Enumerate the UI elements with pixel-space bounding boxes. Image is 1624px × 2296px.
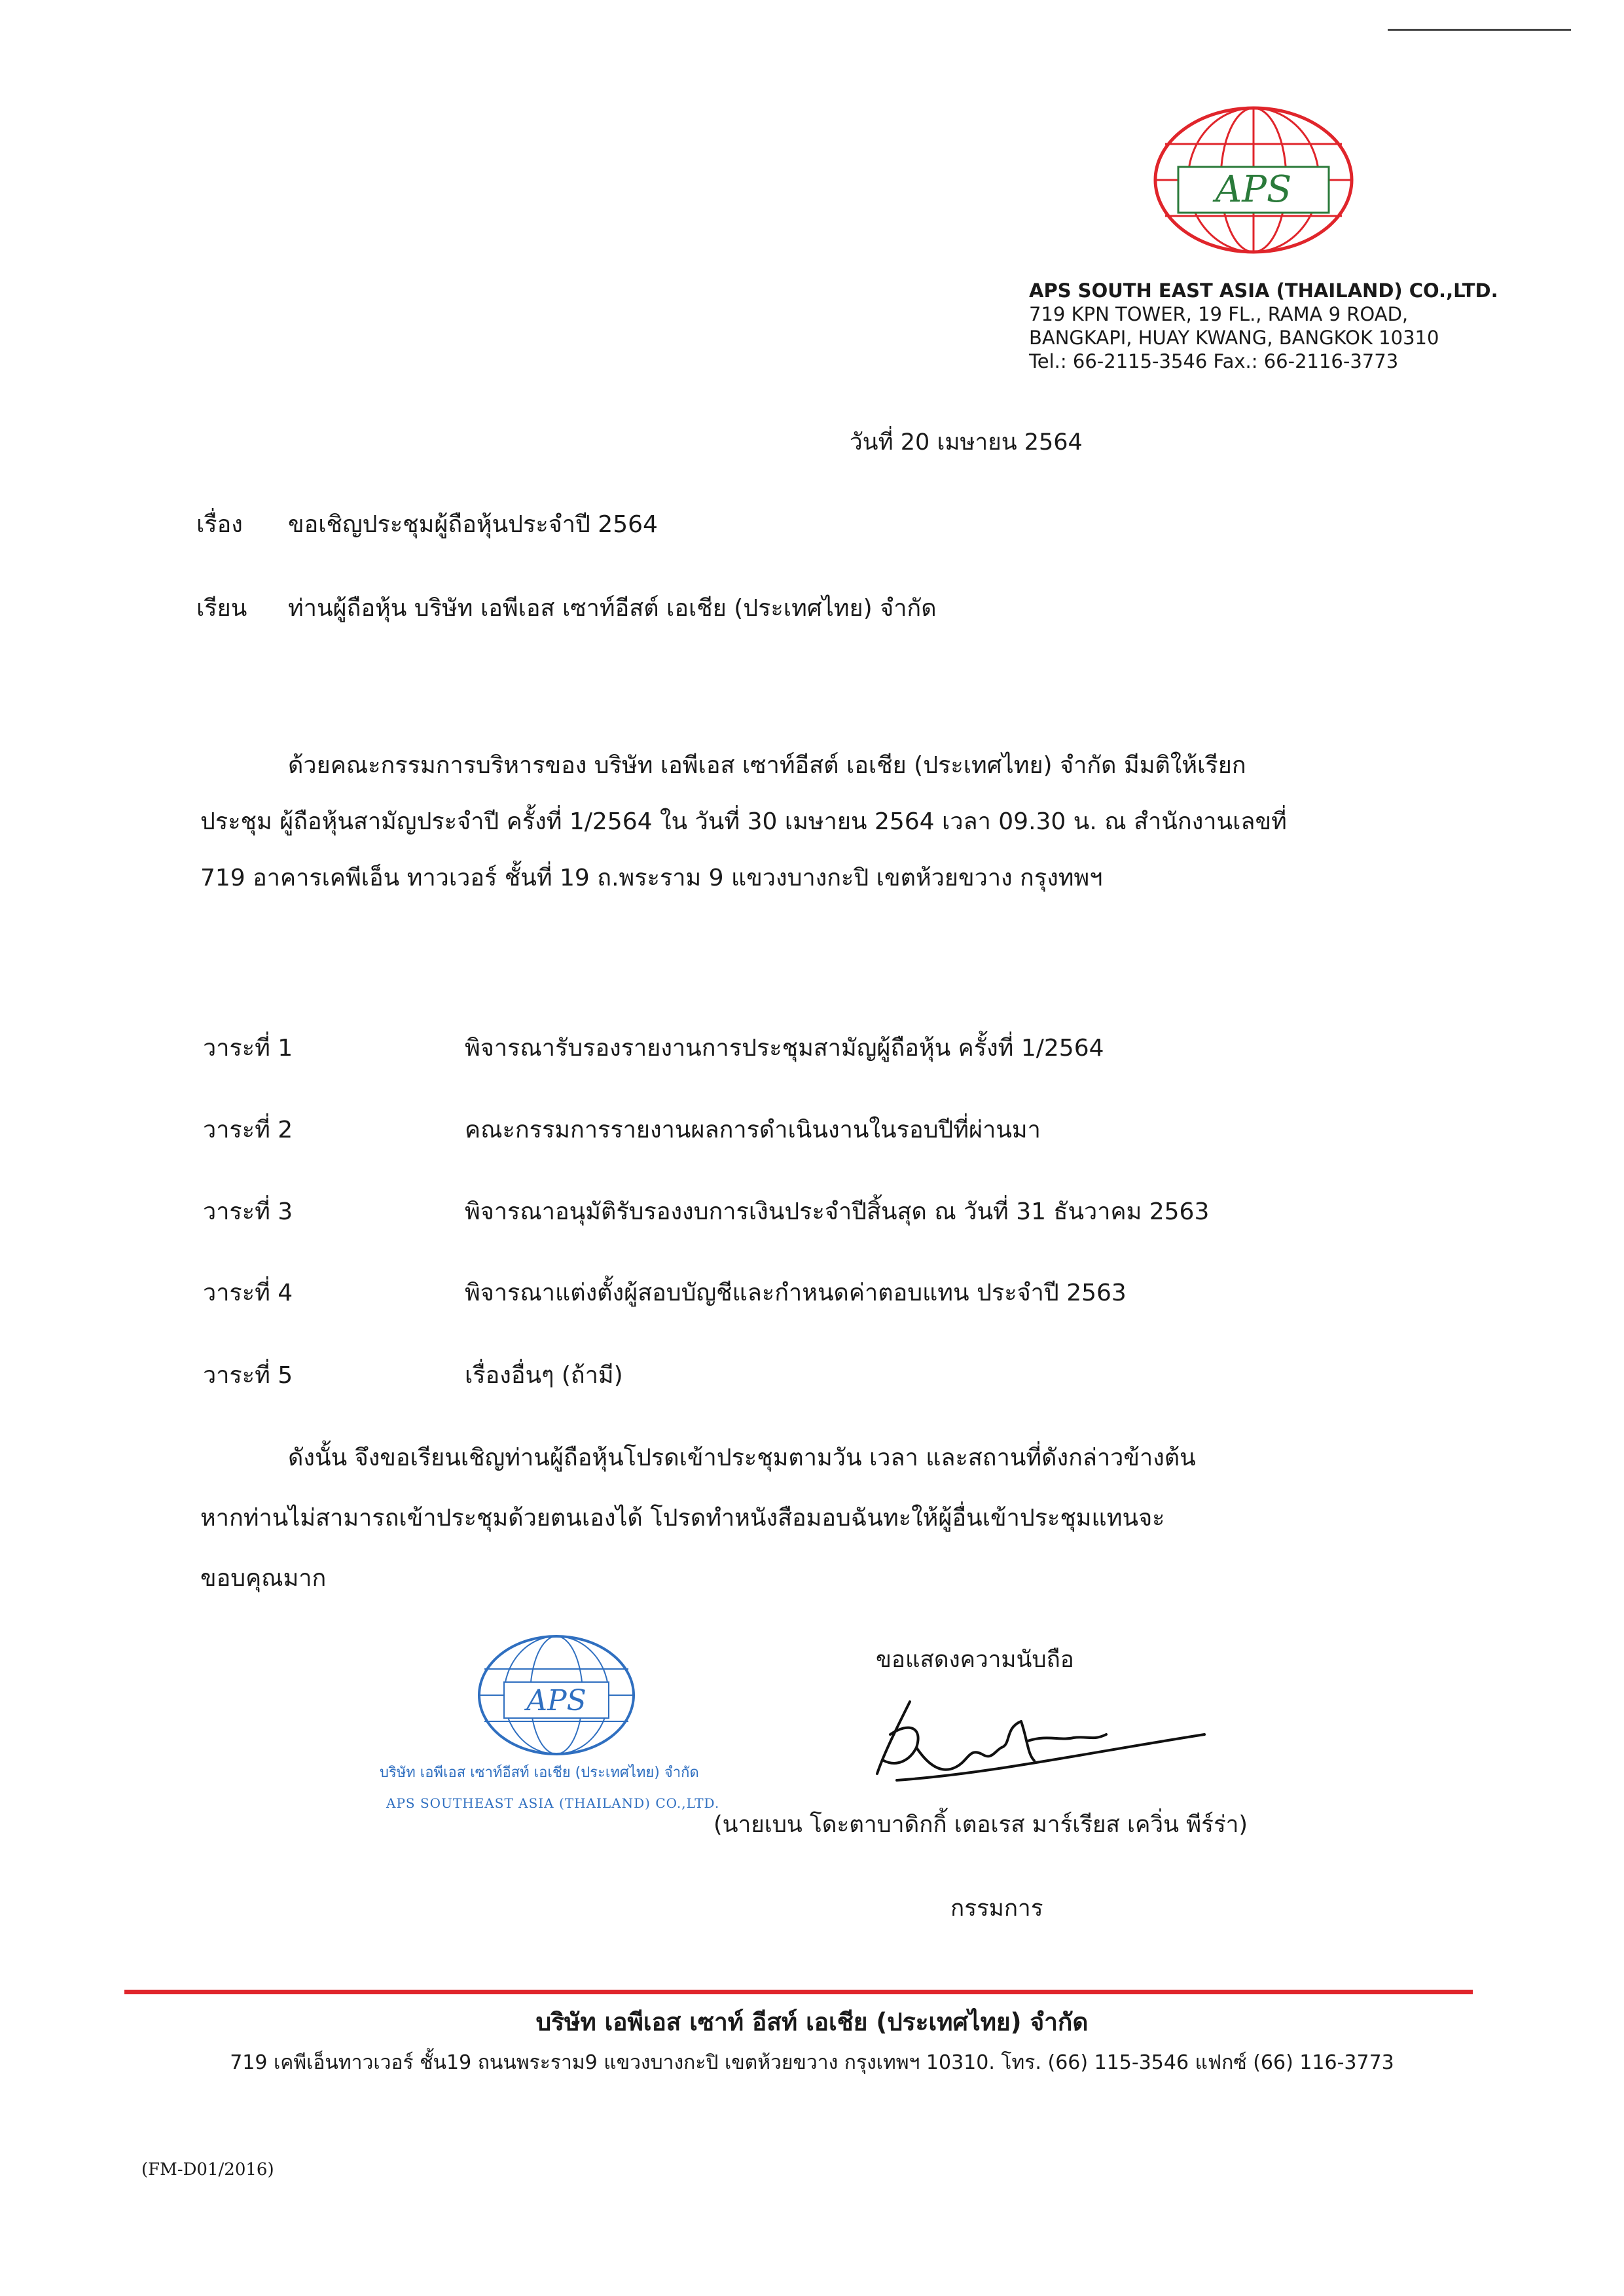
seal-line-1: บริษัท เอพีเอส เซาท์อีสท์ เอเชีย (ประเทศไทย) จำกัด <box>380 1765 699 1781</box>
subject-label: เรื่อง <box>196 511 243 538</box>
company-name-en: APS SOUTH EAST ASIA (THAILAND) CO.,LTD. <box>1029 279 1498 302</box>
recipient-label: เรียน <box>196 595 247 622</box>
signature <box>871 1676 1211 1800</box>
agenda-number: วาระที่ 2 <box>203 1117 293 1143</box>
intro-line-3: 719 อาคารเคพีเอ็น ทาวเวอร์ ชั้นที่ 19 ถ.พระราม 9 แขวงบางกะปิ เขตห้วยขวาง กรุงทพฯ <box>200 865 1103 891</box>
intro-line-1: ด้วยคณะกรรมการบริหารของ บริษัท เอพีเอส เซาท์อีสต์ เอเชีย (ประเทศไทย) จำกัด มีมติให้เรียก <box>288 752 1246 779</box>
intro-line-2: ประชุม ผู้ถือหุ้นสามัญประจำปี ครั้งที่ 1/2564 ใน วันที่ 30 เมษายน 2564 เวลา 09.30 น. ณ สำนักงานเลขที่ <box>200 808 1287 835</box>
signer-name: (นายเบน โดะตาบาดิกกิ้ เตอเรส มาร์เรียส เควิ่น พีร์ร่า) <box>713 1812 1248 1838</box>
closing-line-2: หากท่านไม่สามารถเข้าประชุมด้วยตนเองได้ โปรดทำหนังสือมอบฉันทะให้ผู้อื่นเข้าประชุมแทนจะ <box>200 1505 1165 1532</box>
agenda-number: วาระที่ 1 <box>203 1035 293 1062</box>
address-line-1: 719 KPN TOWER, 19 FL., RAMA 9 ROAD, <box>1029 303 1409 325</box>
regards: ขอแสดงความนับถือ <box>876 1647 1074 1673</box>
form-code: (FM-D01/2016) <box>141 2160 274 2179</box>
top-rule <box>1388 29 1571 31</box>
agenda-item: พิจารณาอนุมัติรับรองงบการเงินประจำปีสิ้นสุด ณ วันที่ 31 ธันวาคม 2563 <box>465 1198 1210 1225</box>
letter-date: วันที่ 20 เมษายน 2564 <box>850 429 1083 456</box>
agenda-number: วาระที่ 3 <box>203 1198 293 1225</box>
agenda-item: เรื่องอื่นๆ (ถ้ามี) <box>465 1362 623 1389</box>
subject-text: ขอเชิญประชุมผู้ถือหุ้นประจำปี 2564 <box>288 511 658 538</box>
agenda-item: พิจารณาแต่งตั้งผู้สอบบัญชีและกำหนดค่าตอบแทน ประจำปี 2563 <box>465 1280 1127 1306</box>
footer-rule <box>124 1990 1473 1994</box>
seal-line-2: APS SOUTHEAST ASIA (THAILAND) CO.,LTD. <box>386 1795 720 1811</box>
agenda-number: วาระที่ 5 <box>203 1362 293 1389</box>
footer-company-name: บริษัท เอพีเอส เซาท์ อีสท์ เอเชีย (ประเทศไทย) จำกัด <box>535 2008 1089 2036</box>
letterhead-address <box>1029 279 1498 373</box>
agenda-item: พิจารณารับรองรายงานการประชุมสามัญผู้ถือหุ้น ครั้งที่ 1/2564 <box>465 1035 1104 1062</box>
closing-line-1: ดังนั้น จึงขอเรียนเชิญท่านผู้ถือหุ้นโปรดเข้าประชุมตามวัน เวลา และสถานที่ดังกล่าวข้างต้น <box>288 1444 1196 1471</box>
logo-text: APS <box>1215 168 1292 211</box>
phone-fax: Tel.: 66-2115-3546 Fax.: 66-2116-3773 <box>1029 350 1399 372</box>
agenda-item: คณะกรรมการรายงานผลการดำเนินงานในรอบปีที่ผ่านมา <box>465 1117 1041 1143</box>
recipient-text: ท่านผู้ถือหุ้น บริษัท เอพีเอส เซาท์อีสต์ เอเชีย (ประเทศไทย) จำกัด <box>288 595 937 622</box>
aps-logo <box>1152 105 1355 255</box>
address-line-2: BANGKAPI, HUAY KWANG, BANGKOK 10310 <box>1029 327 1439 349</box>
footer-address: 719 เคพีเอ็นทาวเวอร์ ชั้น19 ถนนพระราม9 แขวงบางกะปิ เขตห้วยขวาง กรุงเทพฯ 10310. โทร. (66) 115-3546 แฟกซ์ (66) 116-3773 <box>230 2051 1394 2074</box>
company-seal <box>380 1630 746 1826</box>
closing-line-3: ขอบคุณมาก <box>200 1565 327 1592</box>
seal-center-text: APS <box>526 1684 586 1717</box>
signer-position: กรรมการ <box>950 1895 1043 1922</box>
agenda-number: วาระที่ 4 <box>203 1280 293 1306</box>
